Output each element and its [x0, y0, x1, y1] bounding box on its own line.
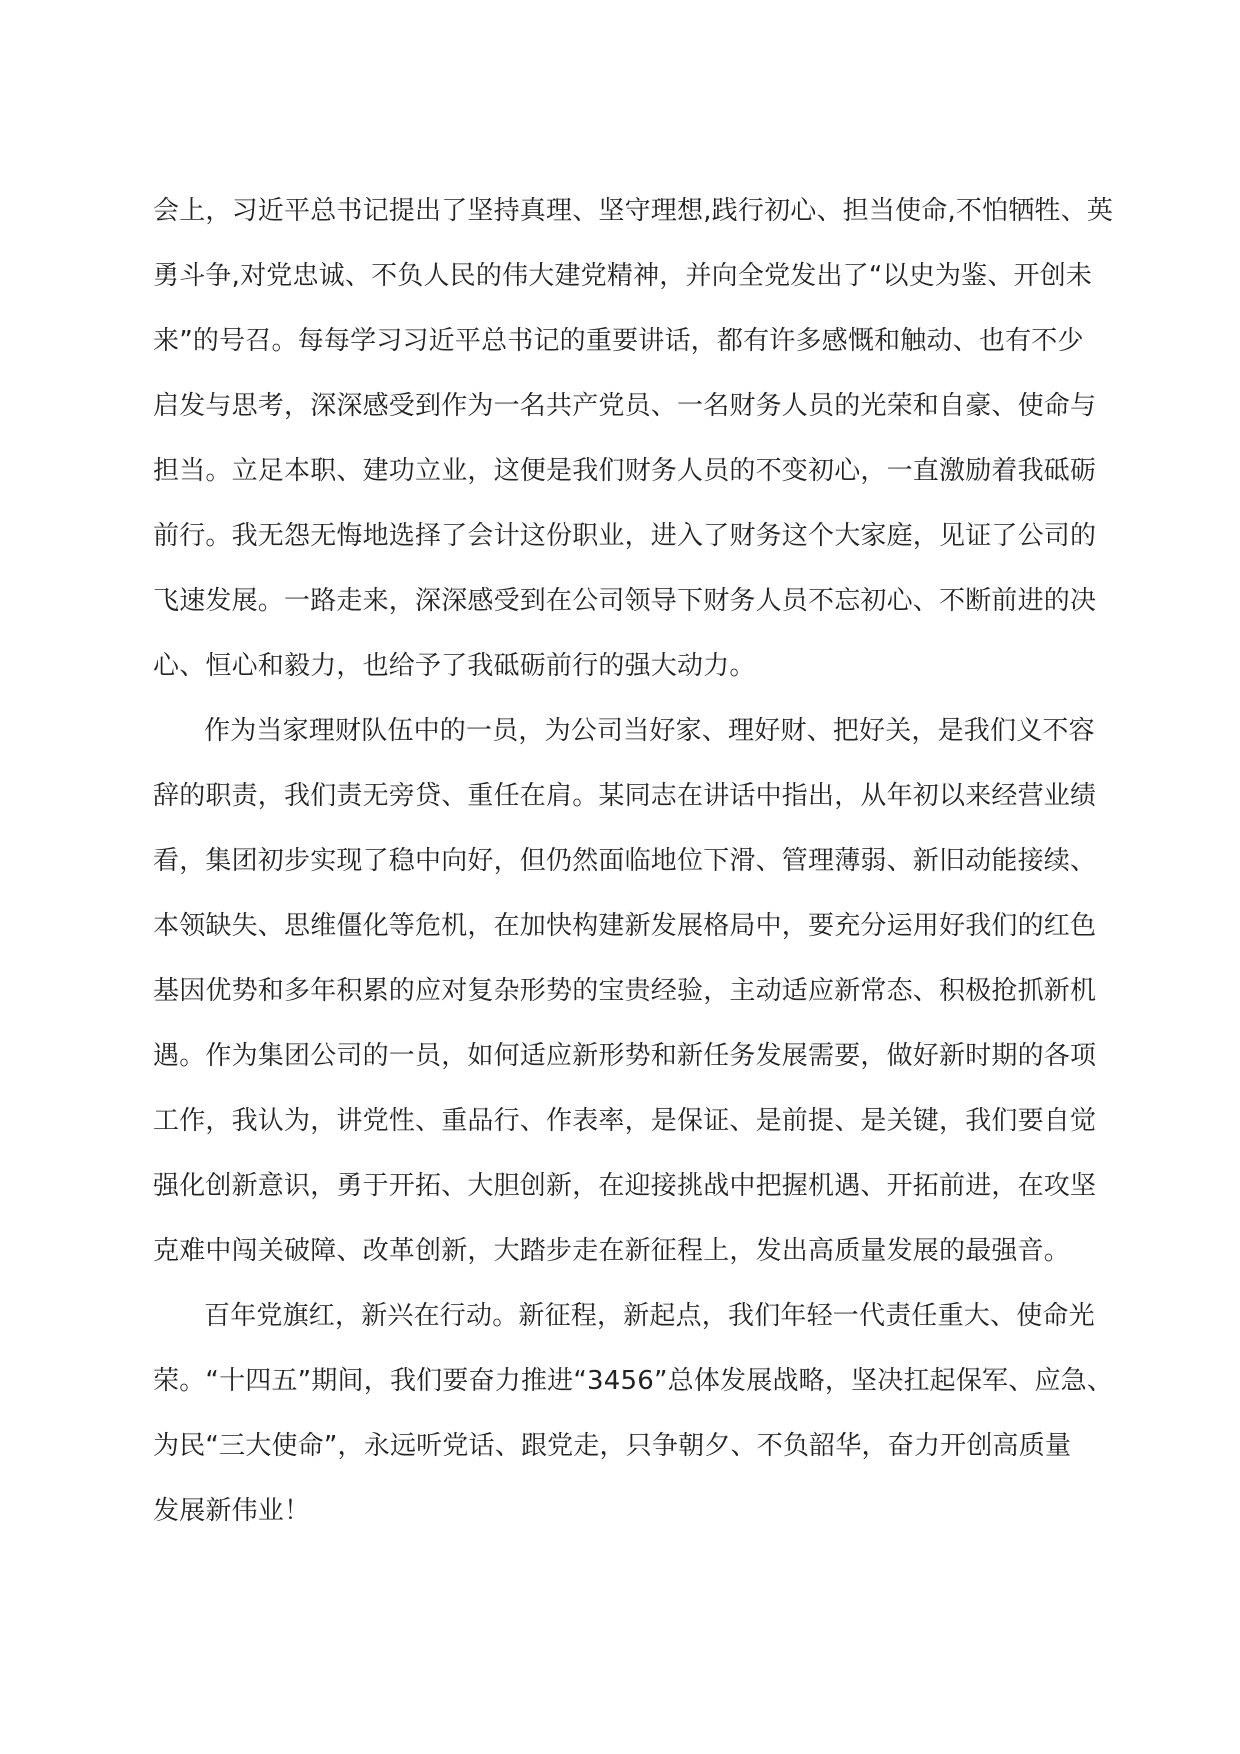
paragraph-2-line-7: 工作，我认为，讲党性、重品行、作表率，是保证、是前提、是关键，我们要自觉: [153, 1106, 1097, 1136]
paragraph-2-line-8: 强化创新意识，勇于开拓、大胆创新，在迎接挑战中把握机遇、开拓前进，在攻坚: [153, 1171, 1097, 1201]
paragraph-1-line-1: 会上，习近平总书记提出了坚持真理、坚守理想,践行初心、担当使命,不怕牺牲、英: [153, 196, 1114, 226]
paragraph-3-line-4: 发展新伟业！: [153, 1496, 311, 1526]
paragraph-2-line-3: 看，集团初步实现了稳中向好，但仍然面临地位下滑、管理薄弱、新旧动能接续、: [153, 846, 1097, 876]
paragraph-3-line-1: 百年党旗红，新兴在行动。新征程，新起点，我们年轻一代责任重大、使命光: [204, 1301, 1095, 1331]
paragraph-3-line-3: 为民“三大使命”，永远听党话、跟党走，只争朝夕、不负韶华，奋力开创高质量: [153, 1431, 1072, 1461]
paragraph-2-line-9: 克难中闯关破障、改革创新，大踏步走在新征程上，发出高质量发展的最强音。: [153, 1236, 1071, 1266]
paragraph-3-line-2: 荣。“十四五”期间，我们要奋力推进“3456”总体发展战略，坚决扛起保军、应急、: [153, 1366, 1114, 1396]
paragraph-2-line-4: 本领缺失、思维僵化等危机，在加快构建新发展格局中，要充分运用好我们的红色: [153, 911, 1097, 941]
paragraph-1-line-8: 心、恒心和毅力，也给予了我砥砺前行的强大动力。: [153, 651, 756, 681]
paragraph-1-line-3: 来”的号召。每每学习习近平总书记的重要讲话，都有许多感慨和触动、也有不少: [153, 326, 1084, 356]
paragraph-1-line-6: 前行。我无怨无悔地选择了会计这份职业，进入了财务这个大家庭，见证了公司的: [153, 521, 1097, 551]
paragraph-1-line-7: 飞速发展。一路走来，深深感受到在公司领导下财务人员不忘初心、不断前进的决: [153, 586, 1097, 616]
paragraph-1-line-2: 勇斗争,对党忠诚、不负人民的伟大建党精神，并向全党发出了“以史为鉴、开创未: [153, 261, 1093, 291]
paragraph-1-line-4: 启发与思考，深深感受到作为一名共产党员、一名财务人员的光荣和自豪、使命与: [153, 391, 1097, 421]
paragraph-2-line-5: 基因优势和多年积累的应对复杂形势的宝贵经验，主动适应新常态、积极抢抓新机: [153, 976, 1097, 1006]
paragraph-2-line-1: 作为当家理财队伍中的一员，为公司当好家、理好财、把好关，是我们义不容: [204, 716, 1095, 746]
paragraph-2-line-2: 辞的职责，我们责无旁贷、重任在肩。某同志在讲话中指出，从年初以来经营业绩: [153, 781, 1097, 811]
paragraph-2-line-6: 遇。作为集团公司的一员，如何适应新形势和新任务发展需要，做好新时期的各项: [153, 1041, 1097, 1071]
paragraph-1-line-5: 担当。立足本职、建功立业，这便是我们财务人员的不变初心，一直激励着我砥砺: [153, 456, 1097, 486]
